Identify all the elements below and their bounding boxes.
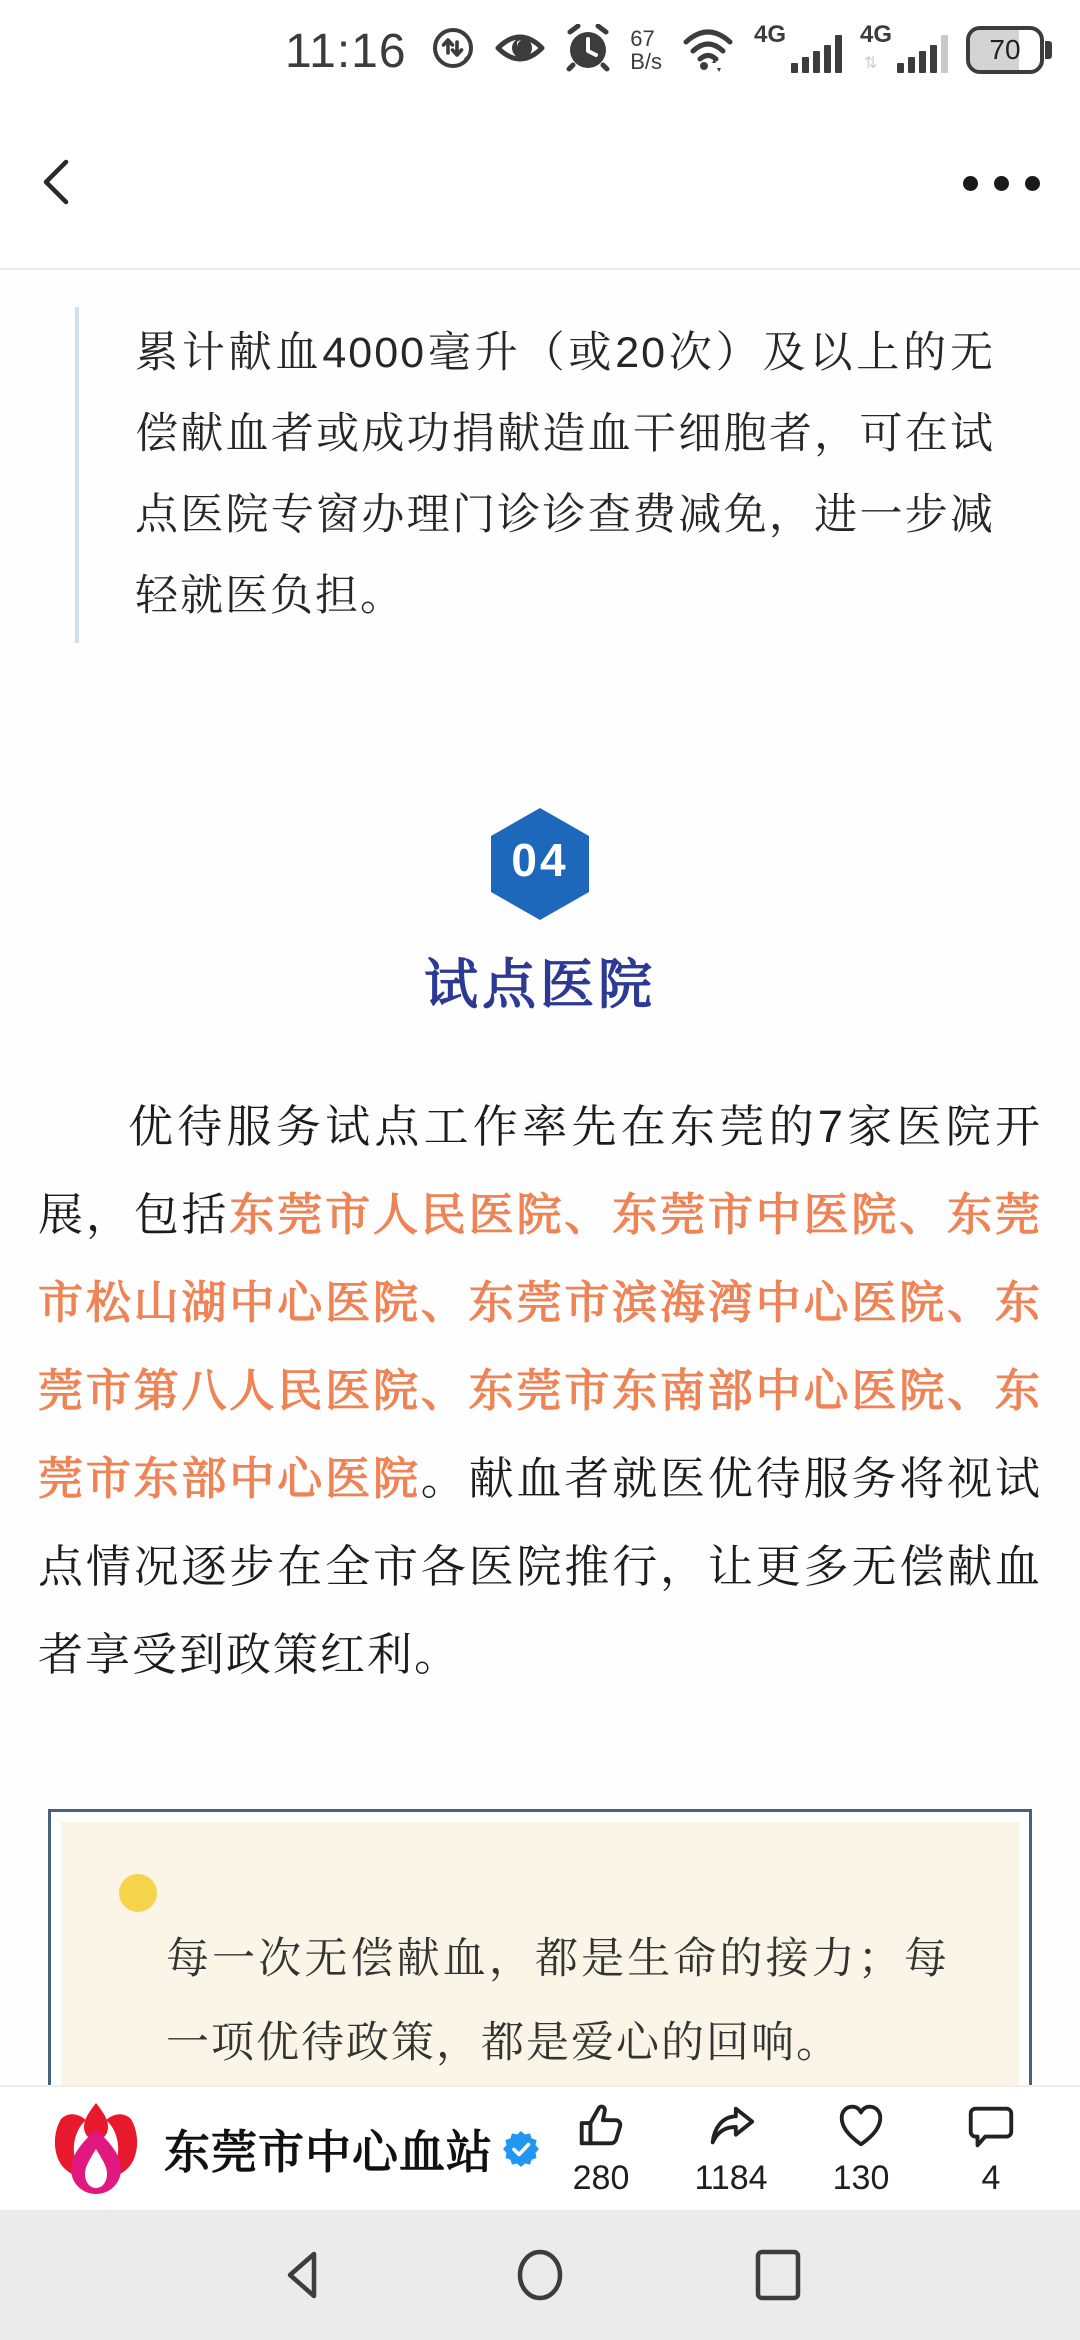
closing-quote-text: 每一次无偿献血，都是生命的接力；每一项优待政策，都是爱心的回响。 xyxy=(166,1935,949,2067)
battery-percent: 70 xyxy=(989,34,1021,65)
sim2-network-type: 4G xyxy=(860,21,893,48)
heart-icon xyxy=(834,2099,888,2153)
status-bar xyxy=(0,0,1080,100)
like-count: 280 xyxy=(572,2159,630,2197)
comment-button[interactable] xyxy=(958,2099,1024,2198)
body-paragraph xyxy=(38,1083,1042,1699)
back-chevron-icon xyxy=(34,154,78,215)
engagement-stats xyxy=(568,2099,1024,2198)
app-nav-bar xyxy=(0,100,1080,270)
closing-quote-box xyxy=(48,1809,1032,2085)
favorite-count: 130 xyxy=(832,2159,890,2197)
section-badge xyxy=(491,808,589,920)
sim2-signal-bars xyxy=(897,35,948,73)
sim2-signal xyxy=(860,23,948,77)
sim1-signal xyxy=(754,23,842,77)
data-saver-icon xyxy=(430,25,476,76)
android-recents-button[interactable] xyxy=(748,2245,808,2305)
status-icons xyxy=(430,22,1052,78)
android-nav-bar xyxy=(0,2210,1080,2340)
sim2-data-arrows: ⇅ xyxy=(864,55,875,72)
account-name: 东莞市中心血站 xyxy=(164,2125,493,2178)
clock-time: 11:16 xyxy=(285,25,407,78)
favorite-button[interactable] xyxy=(828,2099,894,2198)
sim1-network-type: 4G xyxy=(754,21,787,48)
share-count: 1184 xyxy=(694,2159,768,2197)
more-dot xyxy=(963,176,978,191)
eye-protection-icon xyxy=(494,25,546,76)
share-button[interactable] xyxy=(694,2099,768,2198)
android-back-button[interactable] xyxy=(272,2245,332,2305)
closing-quote-inner xyxy=(61,1822,1019,2085)
account-entry[interactable] xyxy=(46,2099,541,2199)
network-speed-unit: B/s xyxy=(630,49,662,74)
battery-indicator xyxy=(966,26,1052,74)
more-dot xyxy=(1025,176,1040,191)
article-content[interactable] xyxy=(0,272,1080,2085)
sim1-signal-bars xyxy=(791,35,842,73)
section-title: 试点医院 xyxy=(424,955,656,1015)
share-arrow-icon xyxy=(704,2099,758,2153)
comment-icon xyxy=(964,2099,1018,2153)
verified-badge-icon xyxy=(501,2129,541,2169)
android-home-button[interactable] xyxy=(510,2245,570,2305)
section-badge-number: 04 xyxy=(511,834,569,886)
like-button[interactable] xyxy=(568,2099,634,2198)
thumbs-up-icon xyxy=(574,2099,628,2153)
blood-station-logo-icon xyxy=(46,2099,146,2199)
more-dot xyxy=(994,176,1009,191)
network-speed-value: 67 xyxy=(630,26,655,51)
back-button[interactable] xyxy=(28,156,84,212)
wifi-icon xyxy=(680,24,736,77)
paragraph-tail: 。献血者就医优待服务将视试点情况逐步在全市各医院推行，让更多无偿献血者享受到政策红利。 xyxy=(38,1453,1042,1680)
hospital-list: 东莞市人民医院、东莞市中医院、东莞市松山湖中心医院、东莞市滨海湾中心医院、东莞市第八人民医院、东莞市东南部中心医院、东莞市东部中心医院 xyxy=(38,1189,1042,1504)
home-circle-icon xyxy=(512,2247,568,2303)
paragraph-lead: 优待服务试点工作率先在东莞的7家医院开展，包括 xyxy=(38,1101,1042,1240)
network-speed xyxy=(630,27,662,73)
yellow-dot-icon xyxy=(119,1874,157,1912)
quote-paragraph: 累计献血4000毫升（或20次）及以上的无偿献血者或成功捐献造血干细胞者，可在试点医院专窗办理门诊诊查费减免，进一步减轻就医负担。 xyxy=(75,307,995,643)
more-options-button[interactable] xyxy=(963,176,1040,191)
recents-square-icon xyxy=(752,2247,804,2303)
alarm-icon xyxy=(564,24,612,77)
footer-bar xyxy=(0,2085,1080,2210)
comment-count: 4 xyxy=(981,2159,1001,2197)
back-triangle-icon xyxy=(276,2247,328,2303)
